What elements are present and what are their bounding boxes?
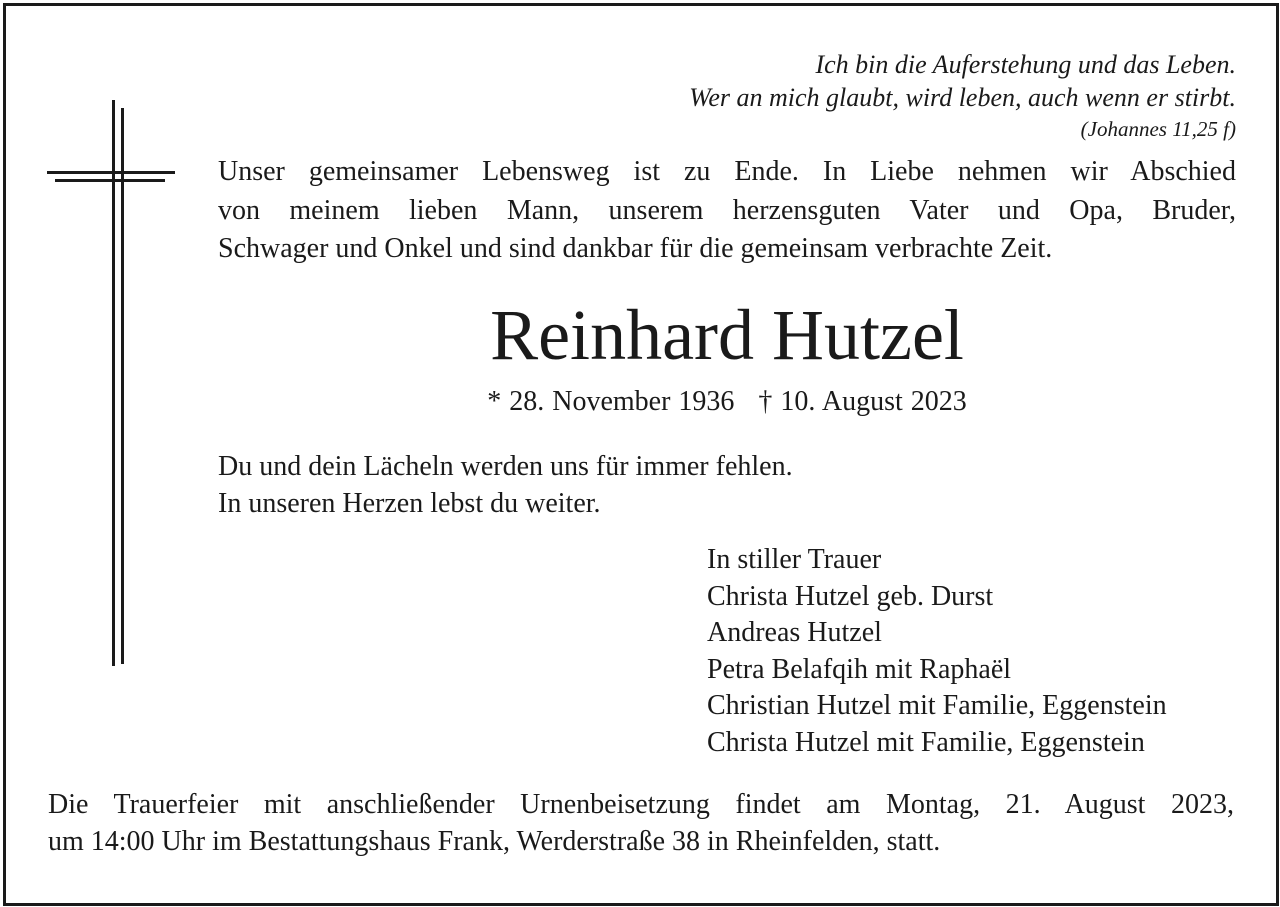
service-line-1: Die Trauerfeier mit anschließender Urnenbeisetzung findet am Montag, 21. August 2023, [48, 789, 1234, 820]
cross-horizontal-bar-top [47, 171, 175, 174]
farewell-text [218, 153, 1236, 269]
funeral-service-info [48, 786, 1234, 860]
life-dates [218, 383, 1236, 421]
mourner-name: Andreas Hutzel [707, 617, 882, 648]
birth-date: * 28. November 1936 [487, 386, 735, 417]
cross-vertical-bar-left [112, 100, 115, 666]
farewell-line-3: Schwager und Onkel und sind dankbar für die gemeinsam verbrachte Zeit. [218, 233, 1053, 264]
mourner-name: Petra Belafqih mit Raphaël [707, 653, 1012, 685]
farewell-line-1: Unser gemeinsamer Lebensweg ist zu Ende. In Liebe nehmen wir Abschied [218, 156, 1236, 187]
bible-verse [689, 48, 1236, 144]
mourner-name: Christa Hutzel mit Familie, Eggenstein [707, 726, 1145, 758]
mourner-name: Christian Hutzel mit Familie, Eggenstein [707, 690, 1167, 721]
service-line-2: um 14:00 Uhr im Bestattungshaus Frank, Werderstraße 38 in Rheinfelden, statt. [48, 826, 941, 857]
mourners-heading: In stiller Trauer [707, 544, 882, 575]
cross-vertical-bar-right [121, 108, 124, 664]
bible-verse-line-1: Ich bin die Auferstehung und das Leben. [815, 50, 1236, 79]
mourner-name: Christa Hutzel geb. Durst [707, 580, 994, 612]
remembrance-line-2: In unseren Herzen lebst du weiter. [218, 488, 601, 519]
bible-verse-reference: (Johannes 11,25 f) [1080, 117, 1236, 141]
cross-horizontal-bar-bottom [55, 179, 165, 182]
mourners-list [707, 542, 1167, 761]
deceased-name: Reinhard Hutzel [490, 295, 964, 375]
remembrance-text [218, 448, 793, 522]
death-date: † 10. August 2023 [758, 386, 967, 417]
remembrance-line-1: Du und dein Lächeln werden uns für immer fehlen. [218, 451, 793, 482]
bible-verse-line-2: Wer an mich glaubt, wird leben, auch wenn er stirbt. [689, 83, 1236, 112]
farewell-line-2: von meinem lieben Mann, unserem herzensguten Vater und Opa, Bruder, [218, 194, 1236, 226]
